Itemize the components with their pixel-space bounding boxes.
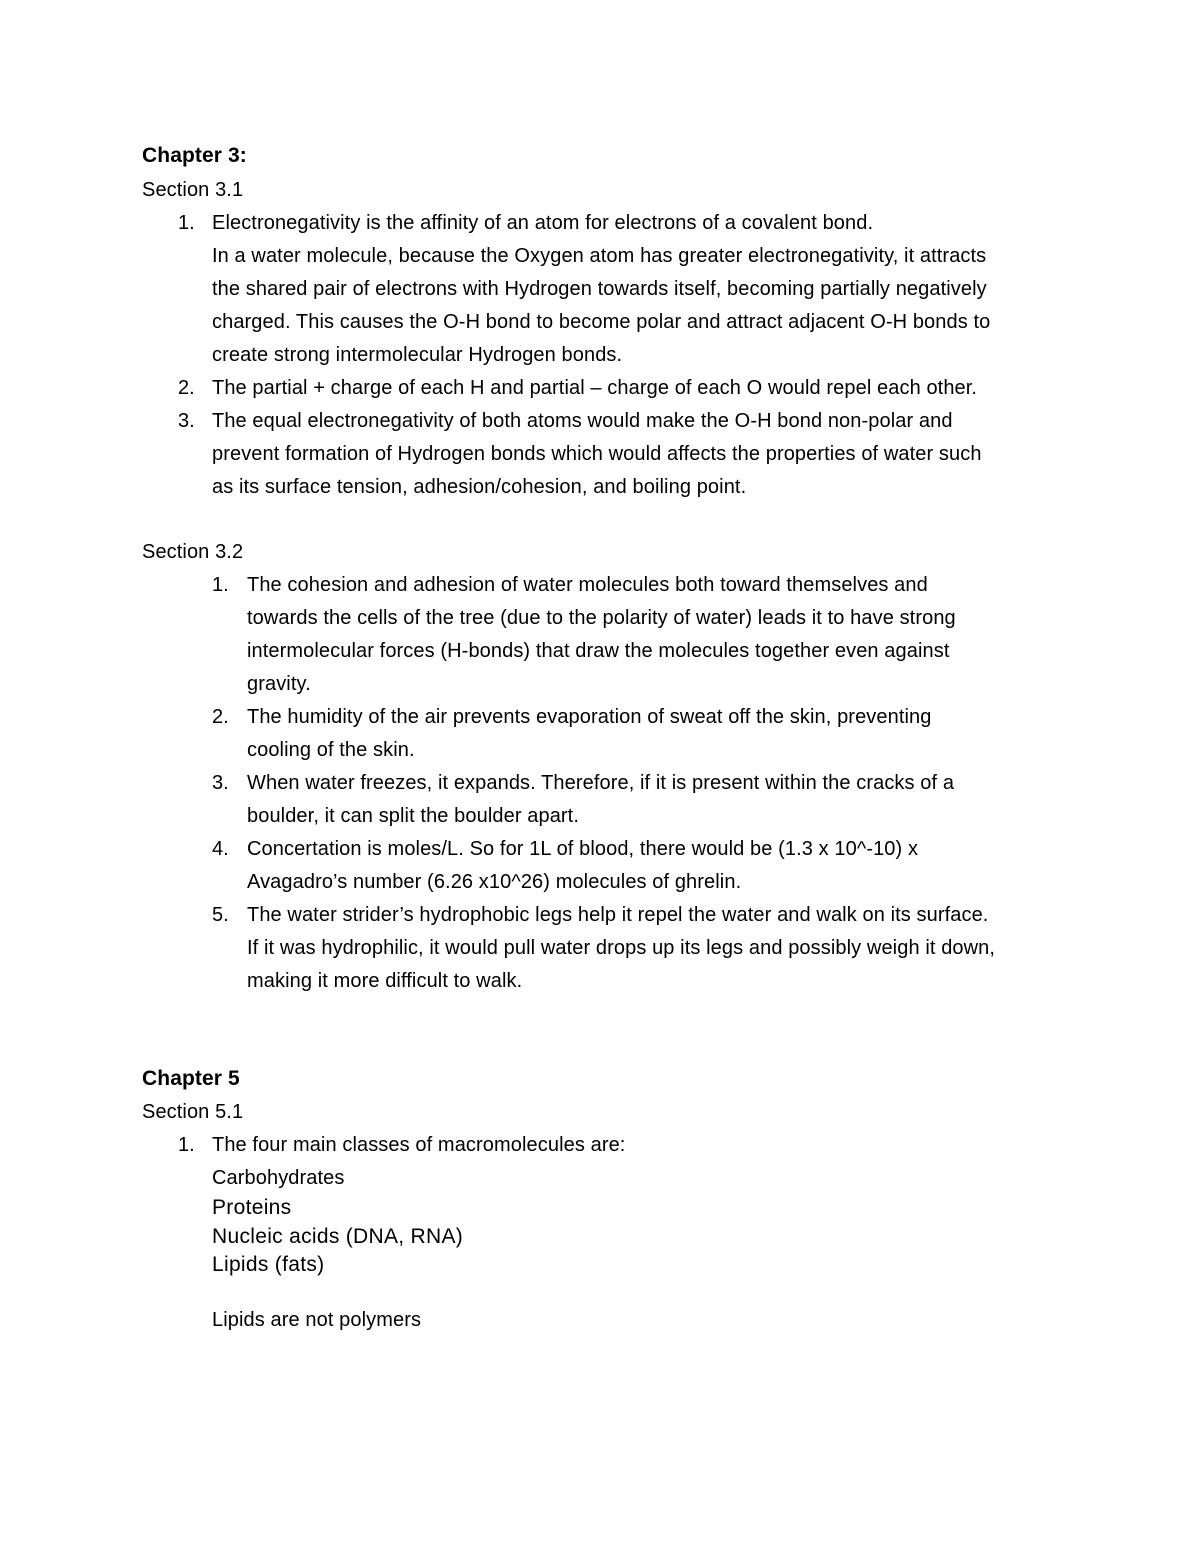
list-item-line: If it was hydrophilic, it would pull water drops up its legs and possibly weigh it down,	[247, 937, 996, 959]
list-item-line: boulder, it can split the boulder apart.	[247, 805, 579, 827]
macromolecule-class: Proteins	[212, 1196, 292, 1219]
list-item-line: charged. This causes the O-H bond to become polar and attract adjacent O-H bonds to	[212, 311, 991, 333]
list-item-line: Electronegativity is the affinity of an atom for electrons of a covalent bond.	[212, 212, 874, 234]
list-number: 1.	[178, 1134, 195, 1156]
list-item-line: create strong intermolecular Hydrogen bonds.	[212, 344, 623, 366]
list-item-line: intermolecular forces (H-bonds) that draw the molecules together even against	[247, 640, 950, 662]
list-item-line: In a water molecule, because the Oxygen atom has greater electronegativity, it attracts	[212, 245, 987, 267]
list-item-line: gravity.	[247, 673, 311, 695]
list-item-line: The four main classes of macromolecules are:	[212, 1134, 626, 1156]
lipids-note: Lipids are not polymers	[212, 1309, 422, 1331]
list-item-line: Avagadro’s number (6.26 x10^26) molecules of ghrelin.	[247, 871, 742, 893]
list-item-line: The equal electronegativity of both atoms would make the O-H bond non-polar and	[212, 410, 953, 432]
list-item-line: The partial + charge of each H and partial – charge of each O would repel each other.	[212, 377, 978, 399]
list-item-line: the shared pair of electrons with Hydrogen towards itself, becoming partially negatively	[212, 278, 987, 300]
chapter-3-heading: Chapter 3:	[142, 144, 247, 167]
macromolecule-class: Nucleic acids (DNA, RNA)	[212, 1225, 464, 1248]
list-item-line: making it more difficult to walk.	[247, 970, 523, 992]
list-item-line: cooling of the skin.	[247, 739, 415, 761]
list-item-line: Concertation is moles/L. So for 1L of blood, there would be (1.3 x 10^-10) x	[247, 838, 919, 860]
list-number: 1.	[212, 574, 229, 596]
list-number: 3.	[178, 410, 195, 432]
list-number: 2.	[178, 377, 195, 399]
list-number: 4.	[212, 838, 229, 860]
list-item-line: The water strider’s hydrophobic legs help it repel the water and walk on its surface.	[247, 904, 989, 926]
list-item-line: The humidity of the air prevents evaporation of sweat off the skin, preventing	[247, 706, 932, 728]
list-item-line: prevent formation of Hydrogen bonds which would affects the properties of water such	[212, 443, 982, 465]
list-number: 3.	[212, 772, 229, 794]
chapter-5-heading: Chapter 5	[142, 1067, 240, 1090]
macromolecule-class: Lipids (fats)	[212, 1253, 325, 1276]
list-item-line: towards the cells of the tree (due to the polarity of water) leads it to have strong	[247, 607, 956, 629]
list-number: 1.	[178, 212, 195, 234]
macromolecule-class: Carbohydrates	[212, 1167, 345, 1189]
list-number: 5.	[212, 904, 229, 926]
list-number: 2.	[212, 706, 229, 728]
list-item-line: as its surface tension, adhesion/cohesion, and boiling point.	[212, 476, 747, 498]
list-item-line: When water freezes, it expands. Therefore, if it is present within the cracks of a	[247, 772, 955, 794]
section-3-1-heading: Section 3.1	[142, 179, 244, 201]
section-3-2-heading: Section 3.2	[142, 541, 244, 563]
list-item-line: The cohesion and adhesion of water molecules both toward themselves and	[247, 574, 928, 596]
section-5-1-heading: Section 5.1	[142, 1101, 244, 1123]
